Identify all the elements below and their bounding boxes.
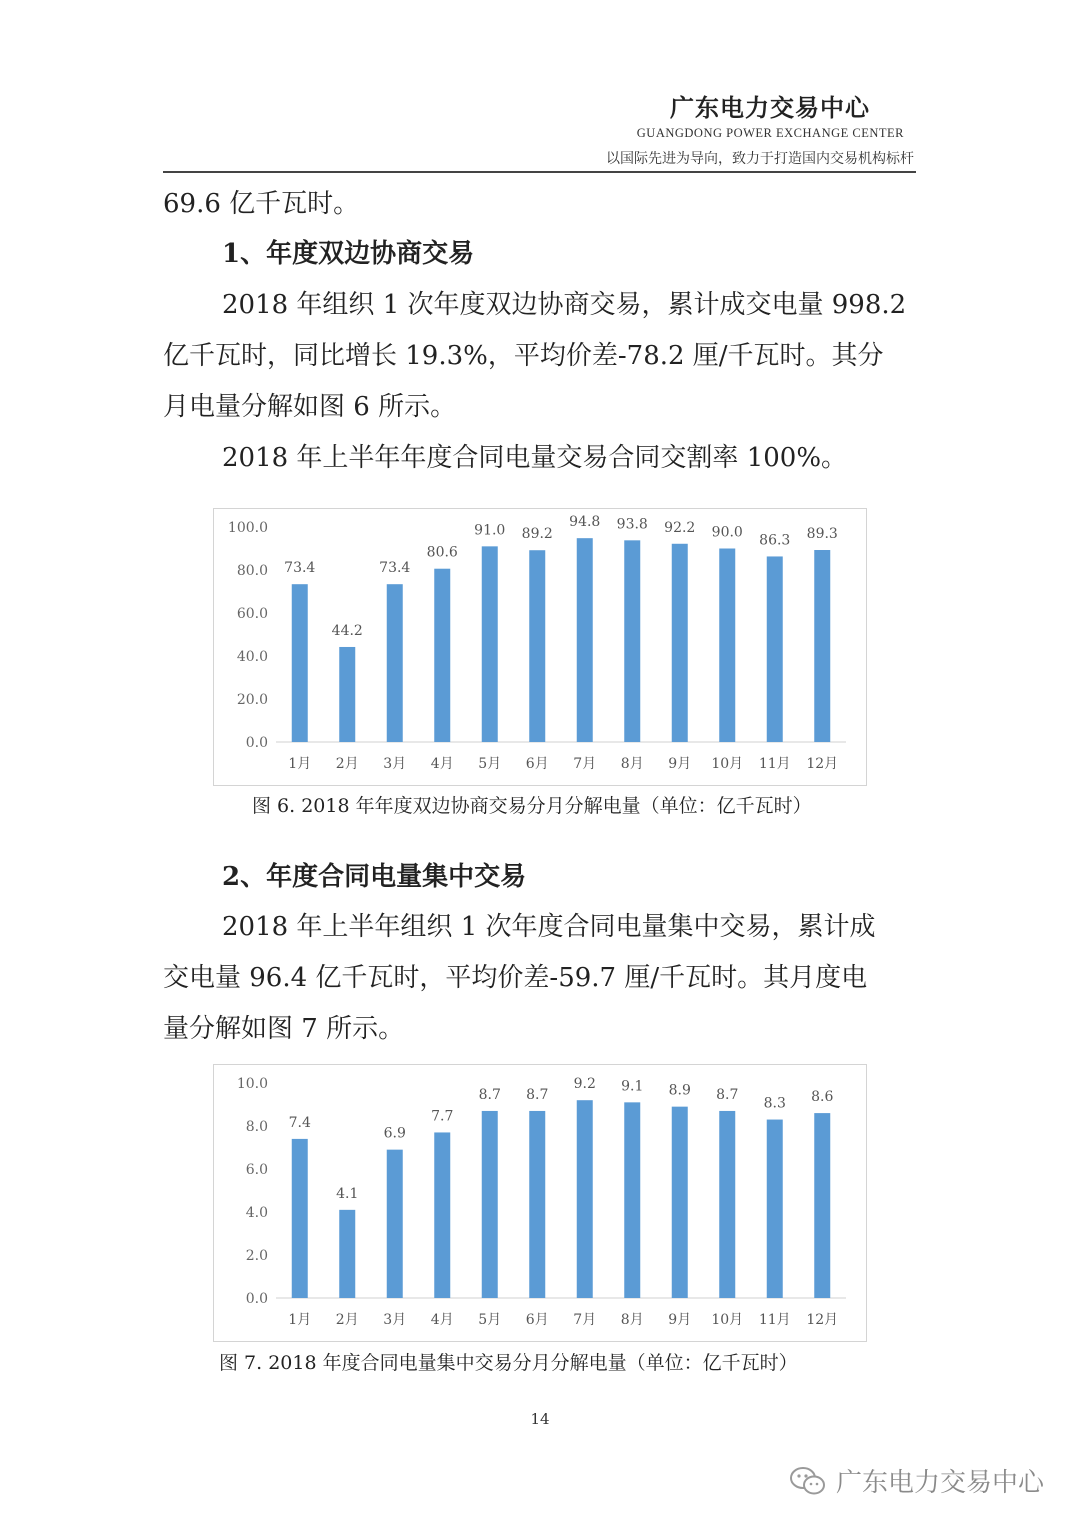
data-label: 7.7 [431, 1108, 454, 1125]
y-tick-label: 10.0 [236, 1076, 268, 1092]
data-label: 4.1 [336, 1185, 359, 1202]
x-tick-label: 1月 [288, 756, 312, 772]
data-label: 44.2 [331, 622, 363, 639]
paragraph-2: 2018 年上半年年度合同电量交易合同交割率 100%。 [222, 443, 848, 473]
x-tick-label: 2月 [335, 1312, 359, 1328]
wechat-icon [788, 1464, 828, 1498]
x-tick-label: 12月 [806, 1312, 839, 1328]
x-tick-label: 3月 [383, 756, 407, 772]
y-tick-label: 60.0 [236, 606, 268, 622]
data-label: 92.2 [664, 519, 696, 536]
bar [814, 1113, 830, 1298]
data-label: 80.6 [426, 544, 458, 561]
paragraph-1-line-1: 2018 年组织 1 次年度双边协商交易，累计成交电量 998.2 [222, 290, 907, 320]
bar [482, 546, 498, 742]
figure-7-caption: 图 7. 2018 年度合同电量集中交易分月分解电量（单位：亿千瓦时） [219, 1352, 798, 1374]
x-tick-label: 10月 [711, 756, 744, 772]
bar [672, 1107, 688, 1298]
y-tick-label: 4.0 [245, 1205, 268, 1221]
paragraph-3-line-2: 交电量 96.4 亿千瓦时，平均价差-59.7 厘/千瓦时。其月度电 [163, 963, 868, 993]
x-tick-label: 4月 [430, 1312, 454, 1328]
x-tick-label: 5月 [478, 756, 502, 772]
data-label: 94.8 [569, 514, 601, 531]
x-tick-label: 12月 [806, 756, 839, 772]
page-number: 14 [530, 1410, 550, 1428]
data-label: 73.4 [284, 560, 316, 577]
data-label: 89.3 [806, 526, 838, 543]
bar [339, 1210, 355, 1298]
y-tick-label: 8.0 [245, 1119, 268, 1135]
x-tick-label: 11月 [758, 1312, 791, 1328]
data-label: 8.9 [668, 1082, 691, 1099]
bar [529, 550, 545, 742]
bar [387, 584, 403, 742]
bar [577, 538, 593, 742]
y-tick-label: 2.0 [245, 1248, 268, 1264]
x-tick-label: 2月 [335, 756, 359, 772]
paragraph-3-line-3: 量分解如图 7 所示。 [163, 1014, 405, 1044]
y-tick-label: 20.0 [236, 692, 268, 708]
bar [339, 647, 355, 742]
data-label: 73.4 [379, 560, 411, 577]
watermark-text: 广东电力交易中心 [835, 1468, 1044, 1498]
bar [814, 550, 830, 742]
bar [434, 569, 450, 742]
y-tick-label: 0.0 [245, 1291, 268, 1307]
section-heading-2: 2、年度合同电量集中交易 [222, 862, 527, 892]
x-tick-label: 9月 [668, 1312, 692, 1328]
y-tick-label: 40.0 [236, 649, 268, 665]
bar [624, 540, 640, 742]
section-heading-1: 1、年度双边协商交易 [222, 239, 475, 269]
paragraph-1-line-3: 月电量分解如图 6 所示。 [163, 392, 457, 422]
bar [624, 1102, 640, 1298]
data-label: 86.3 [759, 532, 791, 549]
figure-7-chart [213, 1064, 867, 1342]
watermark [788, 1462, 1044, 1499]
data-label: 8.3 [763, 1095, 786, 1112]
bar [482, 1111, 498, 1298]
data-label: 93.8 [616, 516, 648, 533]
org-name-cn: 广东电力交易中心 [670, 94, 870, 122]
data-label: 90.0 [711, 524, 743, 541]
data-label: 6.9 [383, 1125, 406, 1142]
org-name-en: GUANGDONG POWER EXCHANGE CENTER [636, 126, 904, 140]
x-tick-label: 10月 [711, 1312, 744, 1328]
x-tick-label: 9月 [668, 756, 692, 772]
data-label: 8.7 [716, 1086, 739, 1103]
bar [767, 1120, 783, 1298]
x-tick-label: 7月 [573, 756, 597, 772]
bar [292, 1139, 308, 1298]
y-tick-label: 100.0 [227, 520, 268, 536]
page-header [163, 88, 916, 174]
bar [767, 556, 783, 742]
bar [292, 584, 308, 742]
bar [672, 544, 688, 742]
data-label: 8.6 [811, 1089, 834, 1106]
x-tick-label: 7月 [573, 1312, 597, 1328]
figure-6-caption: 图 6. 2018 年年度双边协商交易分月分解电量（单位：亿千瓦时） [252, 795, 812, 817]
x-tick-label: 6月 [525, 756, 549, 772]
bar-chart-7 [214, 1065, 866, 1341]
bar [529, 1111, 545, 1298]
data-label: 7.4 [288, 1114, 311, 1131]
data-label: 9.1 [621, 1078, 644, 1095]
x-tick-label: 4月 [430, 756, 454, 772]
figure-6-chart [213, 508, 867, 786]
bar [577, 1100, 593, 1298]
bar [719, 549, 735, 743]
x-tick-label: 11月 [758, 756, 791, 772]
x-tick-label: 8月 [620, 1312, 644, 1328]
x-tick-label: 1月 [288, 1312, 312, 1328]
y-tick-label: 0.0 [245, 735, 268, 751]
header-divider [163, 171, 916, 173]
y-tick-label: 6.0 [245, 1162, 268, 1178]
slogan: 以国际先进为导向，致力于打造国内交易机构标杆 [606, 151, 914, 167]
paragraph-1-line-2: 亿千瓦时，同比增长 19.3%，平均价差-78.2 厘/千瓦时。其分 [163, 341, 884, 371]
data-label: 8.7 [526, 1086, 549, 1103]
bar [434, 1132, 450, 1298]
data-label: 89.2 [521, 526, 553, 543]
paragraph-3-line-1: 2018 年上半年组织 1 次年度合同电量集中交易，累计成 [222, 912, 876, 942]
x-tick-label: 5月 [478, 1312, 502, 1328]
x-tick-label: 8月 [620, 756, 644, 772]
x-tick-label: 3月 [383, 1312, 407, 1328]
data-label: 8.7 [478, 1086, 501, 1103]
data-label: 91.0 [474, 522, 506, 539]
y-tick-label: 80.0 [236, 563, 268, 579]
x-tick-label: 6月 [525, 1312, 549, 1328]
data-label: 9.2 [573, 1076, 596, 1093]
bar [719, 1111, 735, 1298]
body-line: 69.6 亿千瓦时。 [163, 189, 360, 219]
bar-chart-6 [214, 509, 866, 785]
bar [387, 1150, 403, 1298]
